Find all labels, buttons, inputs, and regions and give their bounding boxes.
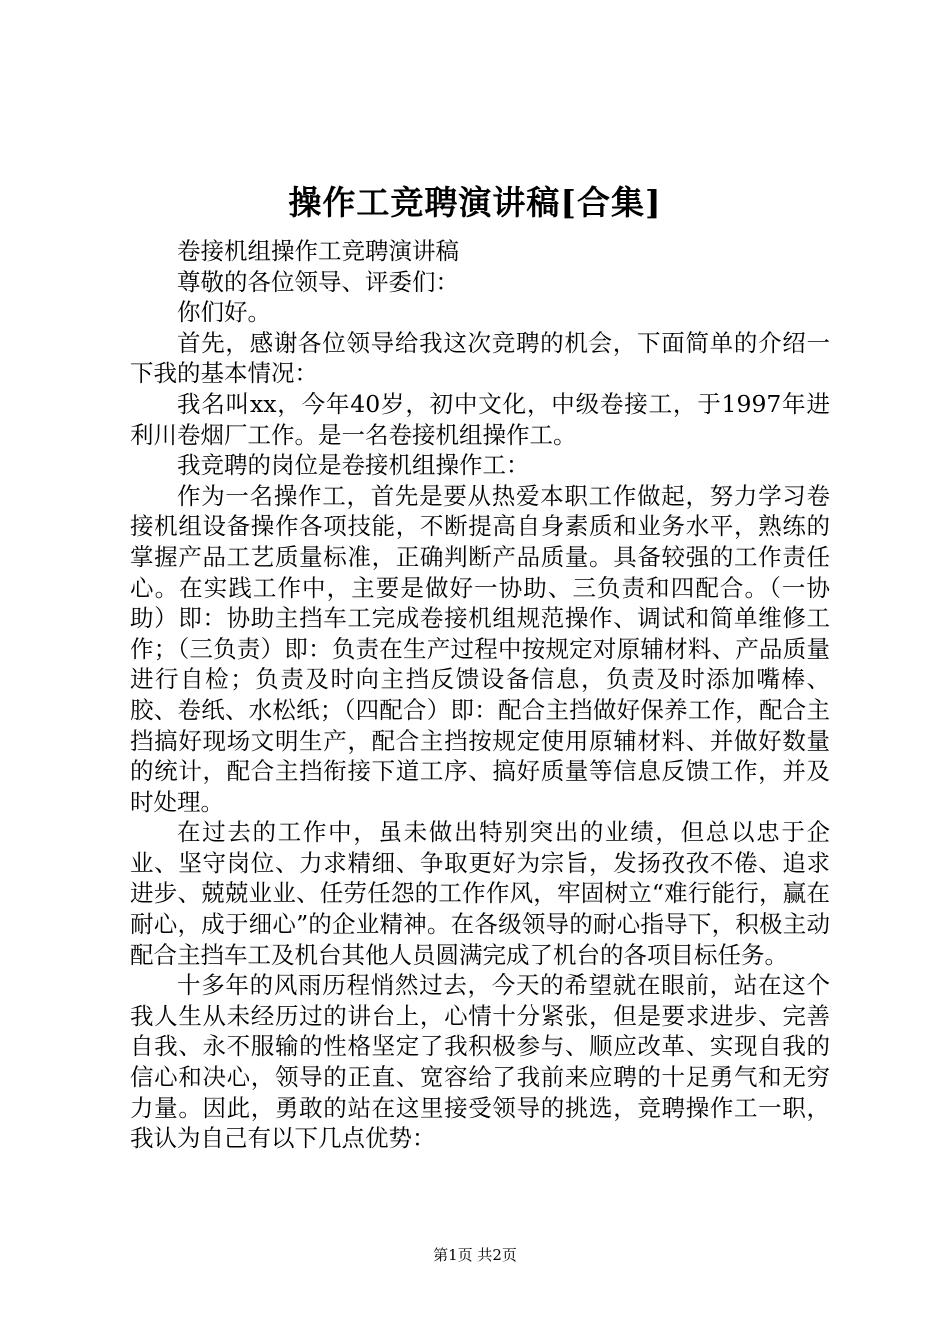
paragraph: 尊敬的各位领导、评委们： — [177, 267, 459, 296]
paragraph: 十多年的风雨历程悄然过去，今天的希望就在眼前，站在这个我人生从未经历过的讲台上，心情十分紧张，但是要求进步、完善自我、永不服输的性格坚定了我积极参与、顺应改革、实现自我的信心和决心，领导的正直、宽容给了我前来应聘的十足勇气和无穷力量。因此，勇敢的站在这里接受领导的挑选，竞聘操作工一职，我认为自己有以下几点优势： — [130, 971, 830, 1153]
paragraph: 你们好。 — [177, 298, 271, 327]
page-footer: 第1页 共2页 — [433, 1246, 517, 1264]
paragraph: 首先，感谢各位领导给我这次竞聘的机会，下面简单的介绍一下我的基本情况： — [130, 328, 830, 388]
paragraph: 我竞聘的岗位是卷接机组操作工： — [177, 451, 530, 480]
paragraph: 在过去的工作中，虽未做出特别突出的业绩，但总以忠于企业、坚守岗位、力求精细、争取更好为宗旨，发扬孜孜不倦、追求进步、兢兢业业、任劳任怨的工作作风，牢固树立“难行能行，赢在耐心，成于细心”的企业精神。在各级领导的耐心指导下，积极主动配合主挡车工及机台其他人员圆满完成了机台的各项目标任务。 — [130, 818, 830, 969]
document-title: 操作工竞聘演讲稿[合集] — [288, 183, 662, 222]
paragraph: 作为一名操作工，首先是要从热爱本职工作做起，努力学习卷接机组设备操作各项技能，不断提高自身素质和业务水平，熟练的掌握产品工艺质量标准，正确判断产品质量。具备较强的工作责任心。在实践工作中，主要是做好一协助、三负责和四配合。（一协助）即：协助主挡车工完成卷接机组规范操作、调试和简单维修工作；（三负责）即：负责在生产过程中按规定对原辅材料、产品质量进行自检；负责及时向主挡反馈设备信息，负责及时添加嘴棒、胶、卷纸、水松纸；（四配合）即：配合主挡做好保养工作，配合主挡搞好现场文明生产，配合主挡按规定使用原辅材料、并做好数量的统计，配合主挡衔接下道工序、搞好质量等信息反馈工作，并及时处理。 — [130, 481, 830, 816]
document-body — [130, 236, 830, 1154]
paragraph: 卷接机组操作工竞聘演讲稿 — [177, 237, 459, 265]
paragraph: 我名叫xx，今年40岁，初中文化，中级卷接工，于1997年进利川卷烟厂工作。是一名卷接机组操作工。 — [130, 389, 830, 449]
